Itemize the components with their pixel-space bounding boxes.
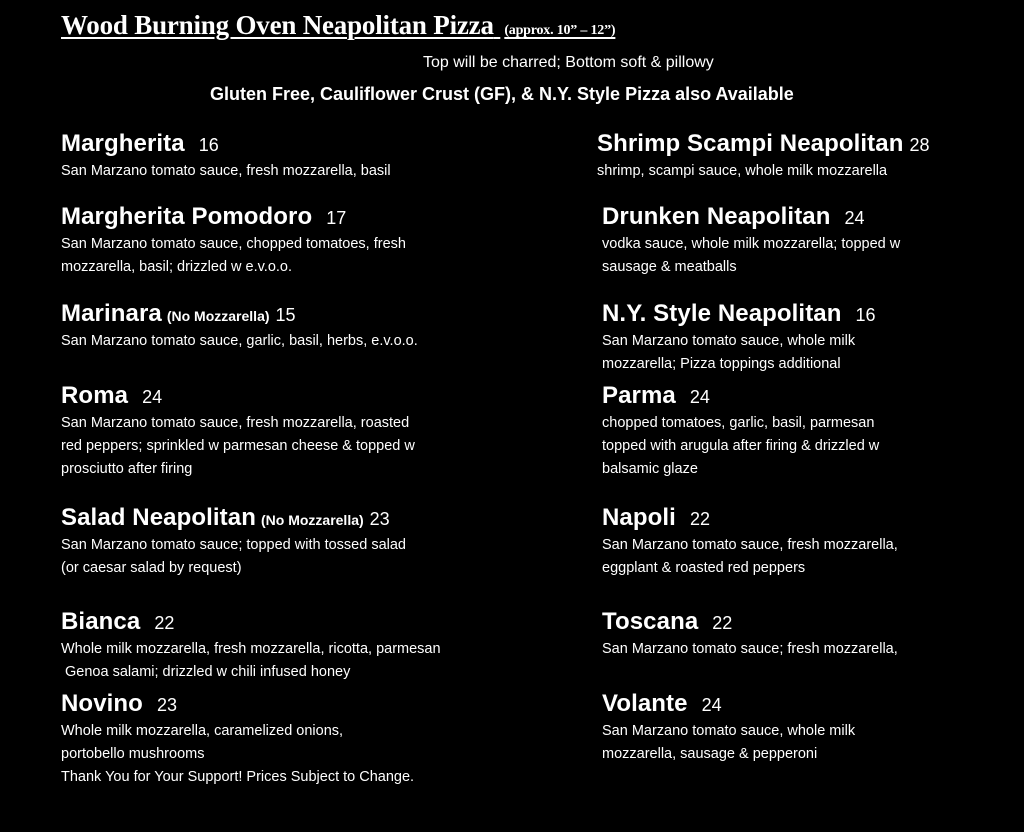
item-description: red peppers; sprinkled w parmesan cheese & topped w	[61, 438, 415, 454]
item-tag: (No Mozzarella)	[260, 512, 364, 528]
item-description: San Marzano tomato sauce; topped with tossed salad	[61, 537, 406, 553]
item-price: 24	[701, 695, 722, 715]
item-description: balsamic glaze	[602, 461, 698, 477]
menu-item-napoli	[602, 502, 898, 580]
item-description: San Marzano tomato sauce, fresh mozzarella, roasted	[61, 415, 410, 431]
item-description: mozzarella, basil; drizzled w e.v.o.o.	[61, 259, 293, 275]
item-description: San Marzano tomato sauce, whole milk	[602, 723, 856, 739]
item-description: sausage & meatballs	[602, 259, 737, 275]
item-description: portobello mushrooms	[61, 746, 205, 762]
size-note: (approx. 10” – 12”)	[504, 23, 616, 38]
menu-item-marinara	[61, 298, 418, 353]
menu-item-ny-style-neapolitan	[602, 298, 876, 376]
item-tag: (No Mozzarella)	[166, 308, 270, 324]
availability-note: Gluten Free, Cauliflower Crust (GF), & N.Y. Style Pizza also Available	[210, 84, 794, 104]
item-description: San Marzano tomato sauce, fresh mozzarella, basil	[61, 163, 391, 179]
item-name: N.Y. Style Neapolitan	[602, 300, 842, 327]
item-price: 22	[689, 509, 710, 529]
menu-item-drunken-neapolitan	[602, 201, 900, 279]
item-price: 23	[369, 509, 390, 529]
item-description: prosciutto after firing	[61, 461, 193, 477]
item-price: 15	[275, 305, 296, 325]
item-price: 28	[909, 135, 930, 155]
item-name: Salad Neapolitan	[61, 504, 256, 531]
item-price: 24	[142, 387, 163, 407]
item-description: (or caesar salad by request)	[61, 560, 242, 576]
item-name: Parma	[602, 382, 676, 409]
menu-title-text: Wood Burning Oven Neapolitan Pizza	[61, 10, 494, 40]
item-description: San Marzano tomato sauce; fresh mozzarella,	[602, 641, 898, 657]
item-price: 24	[689, 387, 710, 407]
item-description: San Marzano tomato sauce, whole milk	[602, 333, 856, 349]
item-name: Bianca	[61, 608, 141, 635]
item-description: topped with arugula after firing & drizzled w	[602, 438, 880, 454]
item-name: Drunken Neapolitan	[602, 203, 831, 230]
item-description: San Marzano tomato sauce, garlic, basil, herbs, e.v.o.o.	[61, 333, 418, 349]
item-description: Genoa salami; drizzled w chili infused honey	[61, 664, 351, 680]
item-description: chopped tomatoes, garlic, basil, parmesan	[602, 415, 875, 431]
item-name: Roma	[61, 382, 129, 409]
item-name: Napoli	[602, 504, 676, 531]
menu-item-toscana	[602, 606, 898, 661]
item-name: Margherita Pomodoro	[61, 203, 313, 230]
item-name: Margherita	[61, 130, 185, 157]
item-name: Toscana	[602, 608, 699, 635]
item-description: mozzarella, sausage & pepperoni	[602, 746, 818, 762]
item-price: 16	[855, 305, 876, 325]
item-description: San Marzano tomato sauce, fresh mozzarella,	[602, 537, 898, 553]
menu-item-shrimp-scampi-neapolitan	[597, 128, 930, 183]
menu-title	[61, 10, 615, 41]
item-name: Marinara	[61, 300, 162, 327]
item-price: 22	[154, 613, 175, 633]
menu-item-volante	[602, 688, 855, 766]
menu-item-bianca	[61, 606, 441, 684]
item-price: 24	[844, 208, 865, 228]
item-description: Whole milk mozzarella, caramelized onions,	[61, 723, 344, 739]
menu-item-margherita	[61, 128, 391, 183]
item-description: shrimp, scampi sauce, whole milk mozzarella	[597, 163, 888, 179]
menu-subtitle: Top will be charred; Bottom soft & pillowy	[423, 54, 714, 71]
menu-item-novino	[61, 688, 414, 789]
item-name: Volante	[602, 690, 688, 717]
footer-note: Thank You for Your Support! Prices Subject to Change.	[61, 769, 415, 785]
item-description: Whole milk mozzarella, fresh mozzarella, ricotta, parmesan	[61, 641, 441, 657]
menu-item-parma	[602, 380, 879, 481]
menu-item-roma	[61, 380, 415, 481]
item-description: vodka sauce, whole milk mozzarella; topped w	[602, 236, 901, 252]
item-price: 16	[198, 135, 219, 155]
menu-item-margherita-pomodoro	[61, 201, 406, 279]
item-description: mozzarella; Pizza toppings additional	[602, 356, 841, 372]
item-price: 17	[326, 208, 347, 228]
item-name: Novino	[61, 690, 143, 717]
item-description: San Marzano tomato sauce, chopped tomatoes, fresh	[61, 236, 406, 252]
item-description: eggplant & roasted red peppers	[602, 560, 806, 576]
item-name: Shrimp Scampi Neapolitan	[597, 130, 904, 157]
item-price: 22	[712, 613, 733, 633]
item-price: 23	[156, 695, 177, 715]
menu-item-salad-neapolitan	[61, 502, 406, 580]
